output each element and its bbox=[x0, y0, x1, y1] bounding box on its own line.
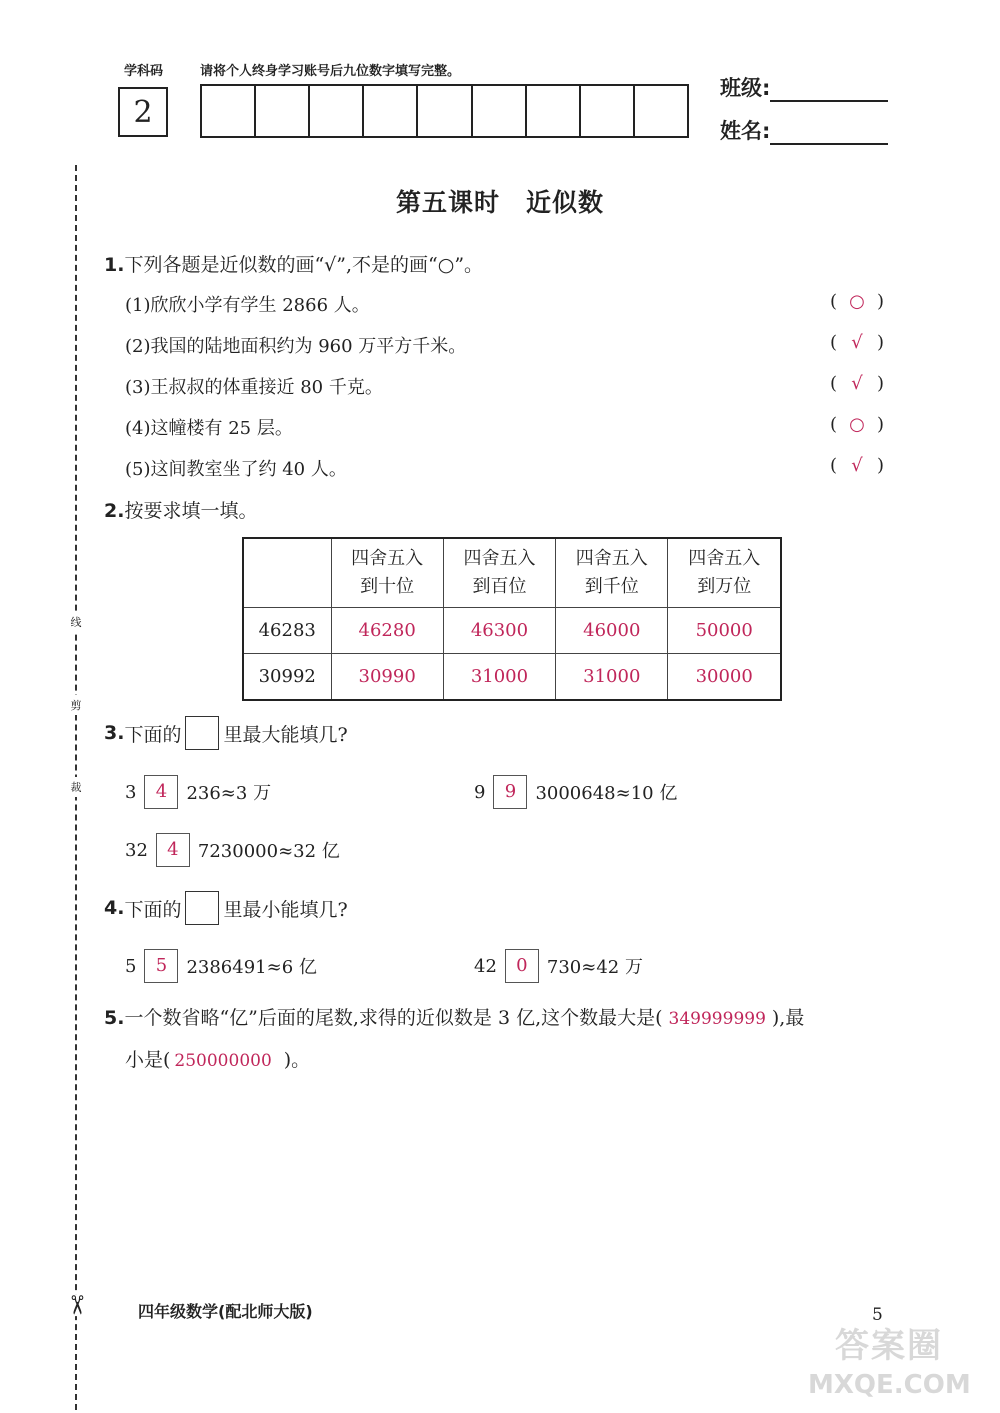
q3-item-3 bbox=[125, 833, 340, 867]
q1-item-4: (4)这幢楼有 25 层。 bbox=[125, 418, 293, 439]
q1-text: 下列各题是近似数的画“√”,不是的画“○”。 bbox=[124, 254, 484, 276]
q5-line1-end: ),最 bbox=[771, 1007, 805, 1029]
answer-box[interactable]: 4 bbox=[144, 775, 178, 809]
watermark-logo: 答案圈 bbox=[835, 1326, 943, 1366]
answer-box[interactable]: 4 bbox=[156, 833, 190, 867]
row-number-cell: 46283 bbox=[243, 608, 331, 654]
digit-box[interactable] bbox=[310, 86, 364, 136]
empty-box-icon bbox=[185, 891, 219, 925]
answer-mark: √ bbox=[851, 455, 863, 476]
answer-cell[interactable]: 50000 bbox=[668, 608, 781, 654]
digit-box[interactable] bbox=[635, 86, 687, 136]
answer-box[interactable]: 5 bbox=[144, 949, 178, 983]
q1-item-2: (2)我国的陆地面积约为 960 万平方千米。 bbox=[125, 336, 467, 357]
q1-answer-3[interactable]: ( √ ) bbox=[830, 373, 885, 394]
answer-mark: ○ bbox=[849, 414, 865, 435]
digit-box[interactable] bbox=[364, 86, 418, 136]
page-title: 第五课时 近似数 bbox=[395, 188, 604, 217]
item-prefix: 3 bbox=[125, 781, 137, 803]
q4-prompt bbox=[104, 891, 348, 925]
q3-number: 3. bbox=[104, 722, 125, 744]
digit-box[interactable] bbox=[473, 86, 527, 136]
item-prefix: 32 bbox=[125, 839, 148, 861]
q1-answer-2[interactable]: ( √ ) bbox=[830, 332, 885, 353]
table-header-row bbox=[243, 538, 781, 608]
answer-mark: √ bbox=[851, 332, 863, 353]
cut-label-jian: 剪 bbox=[68, 695, 84, 715]
rounding-table bbox=[242, 537, 782, 701]
answer-cell[interactable]: 31000 bbox=[443, 654, 555, 701]
row-number-cell: 30992 bbox=[243, 654, 331, 701]
digit-box[interactable] bbox=[527, 86, 581, 136]
q4-item-1 bbox=[125, 949, 317, 983]
answer-box[interactable]: 0 bbox=[505, 949, 539, 983]
empty-box-icon bbox=[185, 716, 219, 750]
q5-line-2 bbox=[125, 1045, 310, 1072]
digit-box[interactable] bbox=[581, 86, 635, 136]
table-corner-cell bbox=[243, 538, 331, 608]
answer-cell[interactable]: 31000 bbox=[556, 654, 668, 701]
q1-answer-5[interactable]: ( √ ) bbox=[830, 455, 885, 476]
subject-code-label: 学科码 bbox=[124, 64, 164, 79]
item-suffix: 236≈3 万 bbox=[186, 783, 272, 804]
q1-answer-4[interactable]: ( ○ ) bbox=[830, 414, 885, 435]
name-field bbox=[720, 115, 888, 145]
subject-code-box: 2 bbox=[118, 87, 168, 137]
q4-text-after: 里最小能填几? bbox=[223, 898, 348, 921]
q3-item-2 bbox=[474, 775, 677, 809]
watermark-url: MXQE.COM bbox=[808, 1370, 971, 1400]
q5-text: 一个数省略“亿”后面的尾数,求得的近似数是 3 亿,这个数最大是( bbox=[124, 1007, 663, 1029]
class-blank[interactable] bbox=[770, 82, 888, 102]
q2-number: 2. bbox=[104, 500, 125, 522]
cut-label-cai: 裁 bbox=[68, 777, 84, 797]
name-label: 姓名: bbox=[720, 119, 771, 143]
item-prefix: 5 bbox=[125, 955, 137, 977]
q3-prompt bbox=[104, 716, 348, 750]
q5-line2-end: )。 bbox=[283, 1049, 311, 1071]
q4-text-before: 下面的 bbox=[124, 898, 182, 921]
q1-item-5: (5)这间教室坐了约 40 人。 bbox=[125, 459, 347, 480]
item-prefix: 9 bbox=[474, 781, 486, 803]
table-row bbox=[243, 608, 781, 654]
q1-item-1: (1)欣欣小学有学生 2866 人。 bbox=[125, 295, 370, 316]
item-suffix: 3000648≈10 亿 bbox=[535, 783, 678, 804]
answer-mark: √ bbox=[851, 373, 863, 394]
answer-cell[interactable]: 30000 bbox=[668, 654, 781, 701]
account-instruction: 请将个人终身学习账号后九位数字填写完整。 bbox=[200, 64, 461, 79]
item-suffix: 730≈42 万 bbox=[546, 957, 643, 978]
answer-cell[interactable]: 46280 bbox=[331, 608, 443, 654]
name-blank[interactable] bbox=[770, 125, 888, 145]
q5-line2-text: 小是( bbox=[125, 1049, 171, 1071]
answer-cell[interactable]: 46300 bbox=[443, 608, 555, 654]
table-header-cell: 四舍五入 到百位 bbox=[443, 538, 555, 608]
digit-box[interactable] bbox=[256, 86, 310, 136]
q4-number: 4. bbox=[104, 897, 125, 919]
answer-box[interactable]: 9 bbox=[493, 775, 527, 809]
q2-text: 按要求填一填。 bbox=[124, 500, 258, 522]
q5-max-answer[interactable]: 349999999 bbox=[668, 1009, 766, 1029]
q5-min-answer[interactable]: 250000000 bbox=[174, 1051, 272, 1071]
item-prefix: 42 bbox=[474, 955, 497, 977]
cut-label-xian: 线 bbox=[68, 612, 84, 632]
answer-cell[interactable]: 46000 bbox=[556, 608, 668, 654]
digit-box[interactable] bbox=[418, 86, 472, 136]
answer-cell[interactable]: 30990 bbox=[331, 654, 443, 701]
q1-number: 1. bbox=[104, 254, 125, 276]
answer-mark: ○ bbox=[849, 291, 865, 312]
class-label: 班级: bbox=[720, 76, 771, 100]
book-title: 四年级数学(配北师大版) bbox=[138, 1302, 313, 1321]
q1-answer-1[interactable]: ( ○ ) bbox=[830, 291, 885, 312]
q3-text-before: 下面的 bbox=[124, 723, 182, 746]
digit-box[interactable] bbox=[202, 86, 256, 136]
item-suffix: 7230000≈32 亿 bbox=[197, 841, 340, 862]
q3-item-1 bbox=[125, 775, 271, 809]
class-field bbox=[720, 72, 888, 102]
q3-text-after: 里最大能填几? bbox=[223, 723, 348, 746]
table-header-cell: 四舍五入 到万位 bbox=[668, 538, 781, 608]
q2-prompt bbox=[104, 496, 257, 523]
table-header-cell: 四舍五入 到十位 bbox=[331, 538, 443, 608]
scissors-icon: ✂ bbox=[60, 1294, 91, 1316]
q5-line-1 bbox=[104, 1003, 904, 1030]
q1-item-3: (3)王叔叔的体重接近 80 千克。 bbox=[125, 377, 383, 398]
account-digit-boxes[interactable] bbox=[200, 84, 689, 138]
q4-item-2 bbox=[474, 949, 643, 983]
page-number: 5 bbox=[872, 1305, 883, 1325]
q1-prompt bbox=[104, 250, 483, 277]
table-row bbox=[243, 654, 781, 701]
q5-number: 5. bbox=[104, 1007, 125, 1029]
item-suffix: 2386491≈6 亿 bbox=[186, 957, 317, 978]
table-header-cell: 四舍五入 到千位 bbox=[556, 538, 668, 608]
